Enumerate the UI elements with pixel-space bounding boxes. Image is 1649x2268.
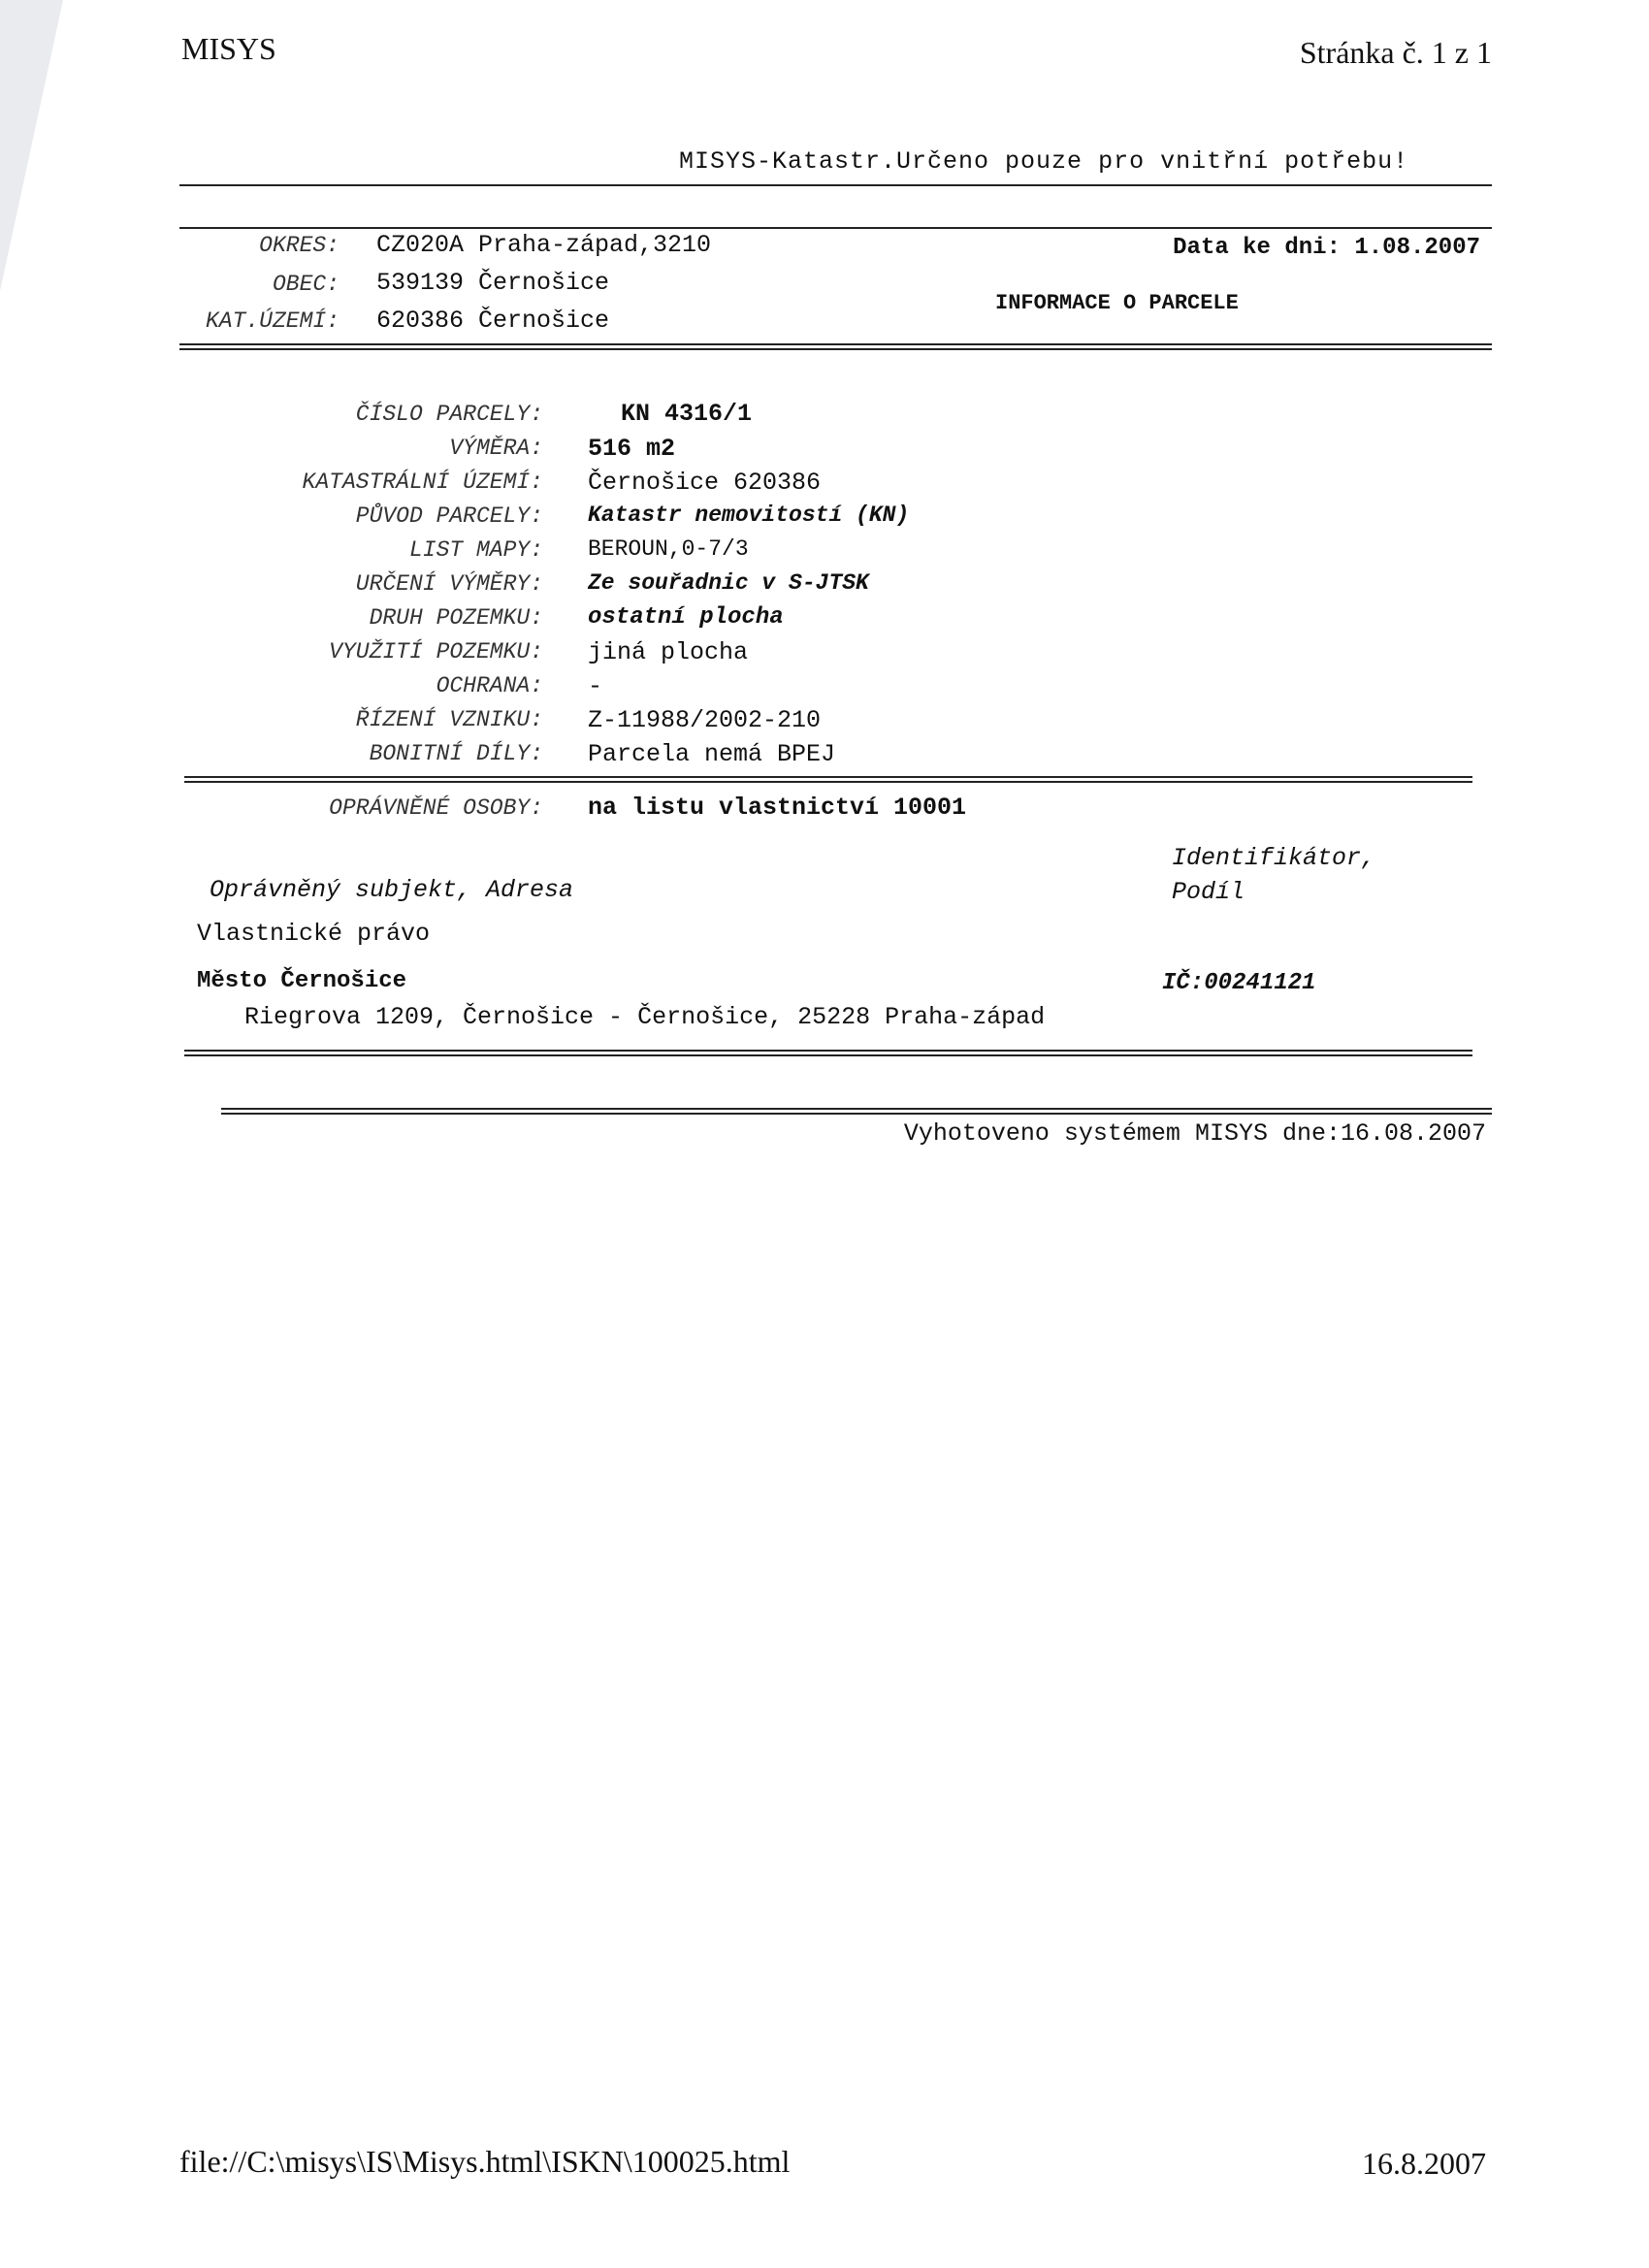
cislo-parcely-label: ČÍSLO PARCELY: [355, 402, 543, 427]
druh-pozemku-value: ostatní plocha [588, 604, 784, 631]
puvod-parcely-label: PŮVOD PARCELY: [355, 503, 543, 529]
print-page-number: Stránka č. 1 z 1 [1299, 35, 1492, 70]
list-mapy-label: LIST MAPY: [408, 537, 543, 563]
ochrana-value: - [588, 672, 603, 700]
obec-label: OBEC: [272, 272, 340, 297]
urceni-vymery-value: Ze souřadnic v S-JTSK [588, 570, 869, 596]
kat-uzemi-value: 620386 Černošice [376, 307, 610, 335]
urceni-vymery-label: URČENÍ VÝMĚRY: [355, 571, 543, 597]
podil-header: Podíl [1172, 878, 1245, 906]
title-rule [179, 184, 1492, 186]
owner-name: Město Černošice [197, 968, 407, 994]
report-title: MISYS-Katastr.Určeno pouze pro vnitřní potřebu! [679, 147, 1409, 176]
print-footer-url: file://C:\misys\IS\Misys.html\ISKN\100025.html [179, 2144, 791, 2179]
owner-address: Riegrova 1209, Černošice - Černošice, 25228 Praha-západ [244, 1003, 1046, 1031]
print-header-title: MISYS [181, 31, 276, 66]
owner-id: IČ:00241121 [1162, 970, 1316, 996]
vyuziti-pozemku-label: VYUŽITÍ POZEMKU: [329, 639, 543, 664]
cislo-parcely-value: KN 4316/1 [621, 400, 753, 428]
vymera-value: 516 m2 [588, 435, 676, 463]
rizeni-vzniku-label: ŘÍZENÍ VZNIKU: [355, 707, 543, 732]
header-bottom-rule [179, 343, 1492, 350]
kat-uzemi-label: KAT.ÚZEMÍ: [205, 308, 340, 334]
owners-bottom-rule [184, 1050, 1472, 1056]
obec-value: 539139 Černošice [376, 269, 610, 297]
parcel-bottom-rule [184, 776, 1472, 783]
generated-note: Vyhotoveno systémem MISYS dne:16.08.2007 [903, 1119, 1486, 1148]
header-top-rule [179, 227, 1492, 229]
opravnene-osoby-label: OPRÁVNĚNÉ OSOBY: [329, 795, 543, 821]
identifikator-header: Identifikátor, [1172, 844, 1376, 872]
okres-value: CZ020A Praha-západ,3210 [376, 231, 712, 259]
vymera-label: VÝMĚRA: [449, 436, 543, 461]
print-footer-date: 16.8.2007 [1362, 2146, 1486, 2181]
katastralni-uzemi-value: Černošice 620386 [588, 469, 822, 497]
katastralni-uzemi-label: KATASTRÁLNÍ ÚZEMÍ: [302, 470, 543, 495]
vyuziti-pozemku-value: jiná plocha [588, 638, 749, 666]
section-title: INFORMACE O PARCELE [995, 291, 1239, 315]
okres-label: OKRES: [259, 233, 340, 258]
opravnene-osoby-value: na listu vlastnictví 10001 [588, 794, 967, 822]
bonitni-dily-value: Parcela nemá BPEJ [588, 740, 836, 768]
right-type: Vlastnické právo [197, 920, 431, 948]
list-mapy-value: BEROUN,0-7/3 [588, 536, 749, 562]
ochrana-label: OCHRANA: [436, 673, 543, 698]
subjekt-header: Oprávněný subjekt, Adresa [210, 876, 574, 904]
generated-top-rule [221, 1108, 1492, 1115]
puvod-parcely-value: Katastr nemovitostí (KN) [588, 502, 910, 528]
rizeni-vzniku-value: Z-11988/2002-210 [588, 706, 822, 734]
data-ke-dni: Data ke dni: 1.08.2007 [1173, 235, 1480, 261]
bonitni-dily-label: BONITNÍ DÍLY: [369, 741, 543, 766]
druh-pozemku-label: DRUH POZEMKU: [369, 605, 543, 631]
